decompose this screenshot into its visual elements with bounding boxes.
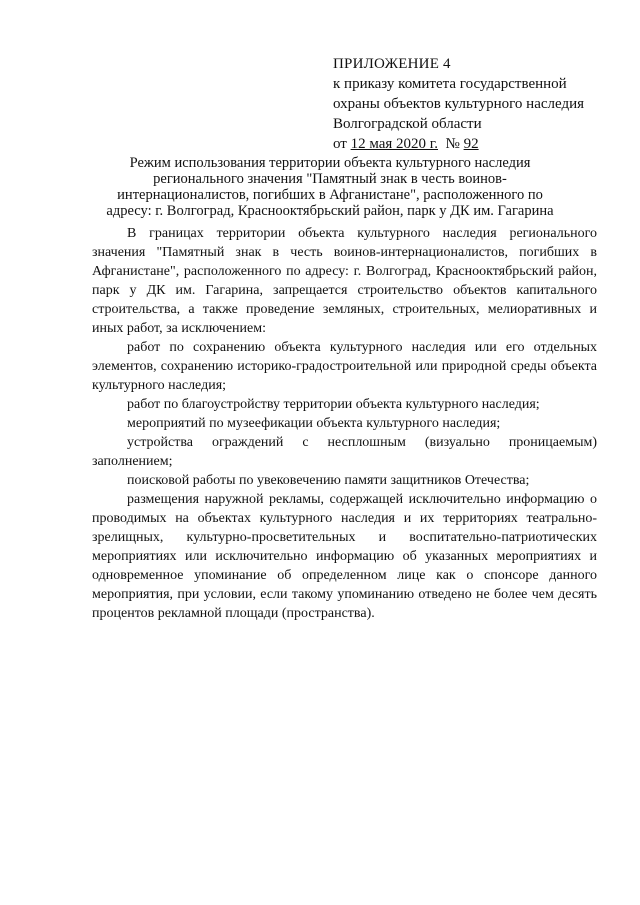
appendix-order-line-2: охраны объектов культурного наследия xyxy=(333,96,585,112)
title-line: регионального значения "Памятный знак в честь воинов- xyxy=(153,171,507,187)
appendix-date-line xyxy=(333,134,623,154)
date-prefix: от xyxy=(333,136,351,152)
document-title xyxy=(80,155,580,219)
exception-item: размещения наружной рекламы, содержащей исключительно информацию о проводимых на объектах культурного наследия и их территориях театрально-зрелищных, культурно-просветительных и воспитательно-патриотических мероприятиях или исключительно информацию об указанных мероприятиях и одновременное упоминание об определенном лице как о спонсоре данного мероприятия, при условии, если такому упоминанию отведено не более чем десять процентов рекламной площади (пространства). xyxy=(92,492,597,621)
appendix-order-line-1: к приказу комитета государственной xyxy=(333,76,567,92)
document-body xyxy=(92,224,597,623)
order-number: 92 xyxy=(463,136,479,152)
title-line: интернационалистов, погибших в Афганистане", расположенного по xyxy=(117,187,543,203)
title-line: адресу: г. Волгоград, Краснооктябрьский район, парк у ДК им. Гагарина xyxy=(106,203,554,219)
intro-paragraph: В границах территории объекта культурного наследия регионального значения "Памятный знак в честь воинов-интернационалистов, погибших в Афганистане", расположенного по адресу: г. Волгоград, Краснооктябрьский район, парк у ДК им. Гагарина, запрещается строительство объектов капитального строительства, а также проведение земляных, строительных, мелиоративных и иных работ, за исключением: xyxy=(92,226,597,336)
appendix-header xyxy=(333,54,623,154)
appendix-title: ПРИЛОЖЕНИЕ 4 xyxy=(333,56,451,72)
appendix-order-line-3: Волгоградской области xyxy=(333,116,482,132)
exception-item: мероприятий по музеефикации объекта культурного наследия; xyxy=(127,416,501,431)
exception-item: устройства ограждений с несплошным (визуально проницаемым) заполнением; xyxy=(92,435,597,469)
exception-item: работ по благоустройству территории объекта культурного наследия; xyxy=(127,397,540,412)
exception-item: поисковой работы по увековечению памяти защитников Отечества; xyxy=(127,473,530,488)
title-line: Режим использования территории объекта культурного наследия xyxy=(129,155,531,171)
exception-item: работ по сохранению объекта культурного наследия или его отдельных элементов, сохранению историко-градостроительной или природной среды объекта культурного наследия; xyxy=(92,340,597,393)
order-date: 12 мая 2020 г. xyxy=(350,136,439,152)
number-prefix: № xyxy=(438,136,464,152)
